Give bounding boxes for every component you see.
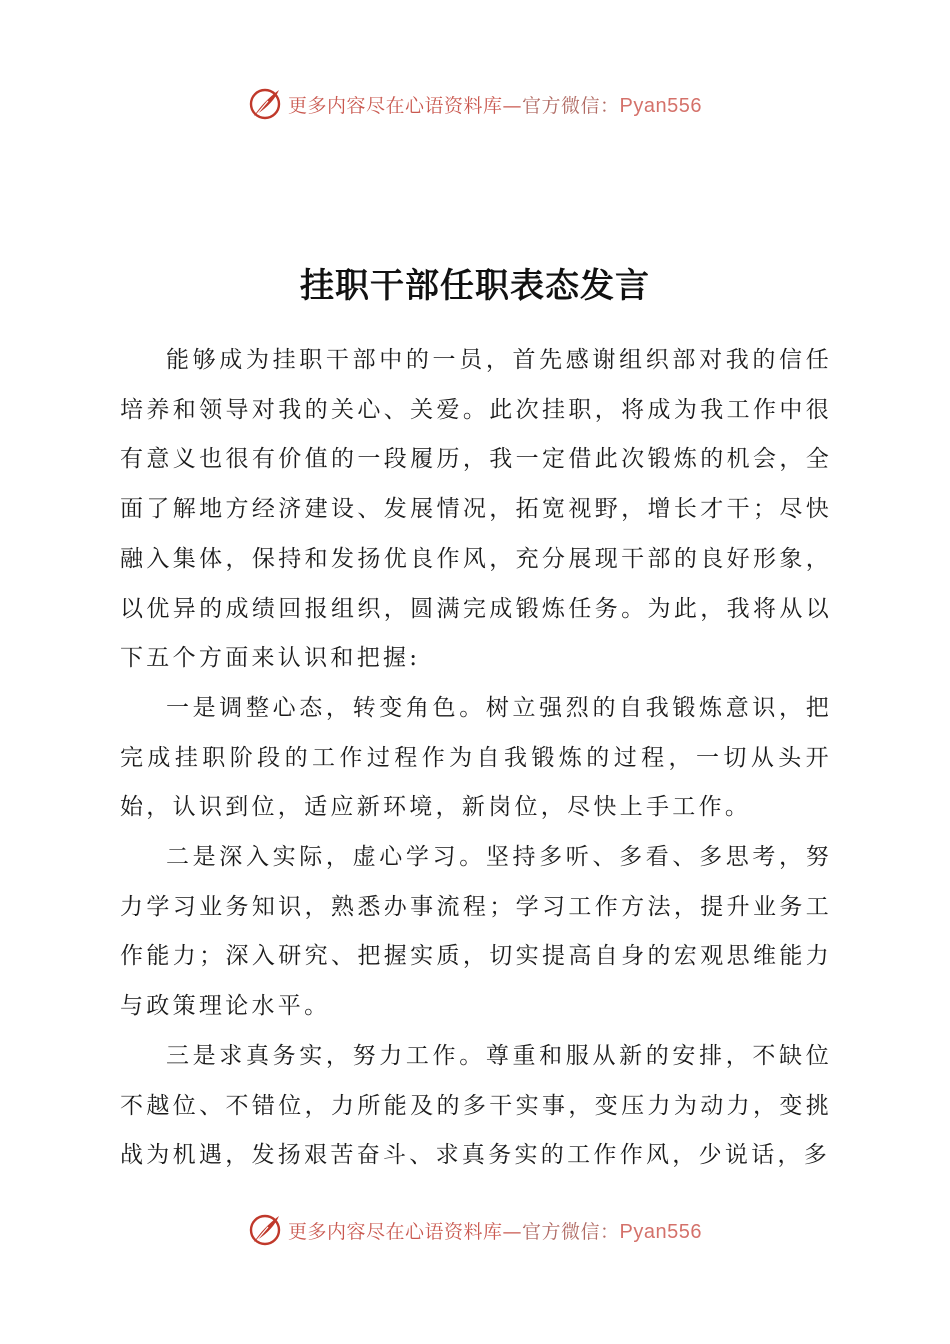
banner-wechat-id: Pyan556	[619, 1220, 702, 1243]
banner-site-text: 更多内容尽在心语资料库—	[288, 94, 523, 117]
paragraph-point-3: 三是求真务实，努力工作。尊重和服从新的安排，不缺位不越位、不错位，力所能及的多干实事，变压力为动力，变挑战为机遇，发扬艰苦奋斗、求真务实的工作作风，少说话，多	[120, 1042, 832, 1169]
banner-site-text: 更多内容尽在心语资料库—	[288, 1220, 523, 1243]
header-banner	[0, 82, 950, 126]
paragraph-point-1: 一是调整心态，转变角色。树立强烈的自我锻炼意识，把完成挂职阶段的工作过程作为自我锻炼的过程，一切从头开始，认识到位，适应新环境，新岗位，尽快上手工作。	[120, 694, 832, 821]
footer-banner	[0, 1208, 950, 1252]
quill-logo-icon	[248, 1213, 282, 1247]
banner-wechat-id: Pyan556	[619, 94, 702, 117]
paragraph-point-2: 二是深入实际，虚心学习。坚持多听、多看、多思考，努力学习业务知识，熟悉办事流程；学习工作方法，提升业务工作能力；深入研究、把握实质，切实提高自身的宏观思维能力与政策理论水平。	[120, 844, 832, 1020]
banner-text	[288, 1217, 702, 1244]
document-title: 挂职干部任职表态发言	[300, 266, 650, 306]
banner-wechat-label: 官方微信：	[522, 1220, 620, 1243]
document-body	[120, 336, 832, 1181]
banner-wechat-label: 官方微信：	[522, 94, 620, 117]
banner-text	[288, 91, 702, 118]
quill-logo-icon	[248, 87, 282, 121]
paragraph-intro: 能够成为挂职干部中的一员，首先感谢组织部对我的信任培养和领导对我的关心、关爱。此次挂职，将成为我工作中很有意义也很有价值的一段履历，我一定借此次锻炼的机会，全面了解地方经济建设、发展情况，拓宽视野，增长才干；尽快融入集体，保持和发扬优良作风，充分展现干部的良好形象，以优异的成绩回报组织，圆满完成锻炼任务。为此，我将从以下五个方面来认识和把握:	[120, 347, 832, 672]
